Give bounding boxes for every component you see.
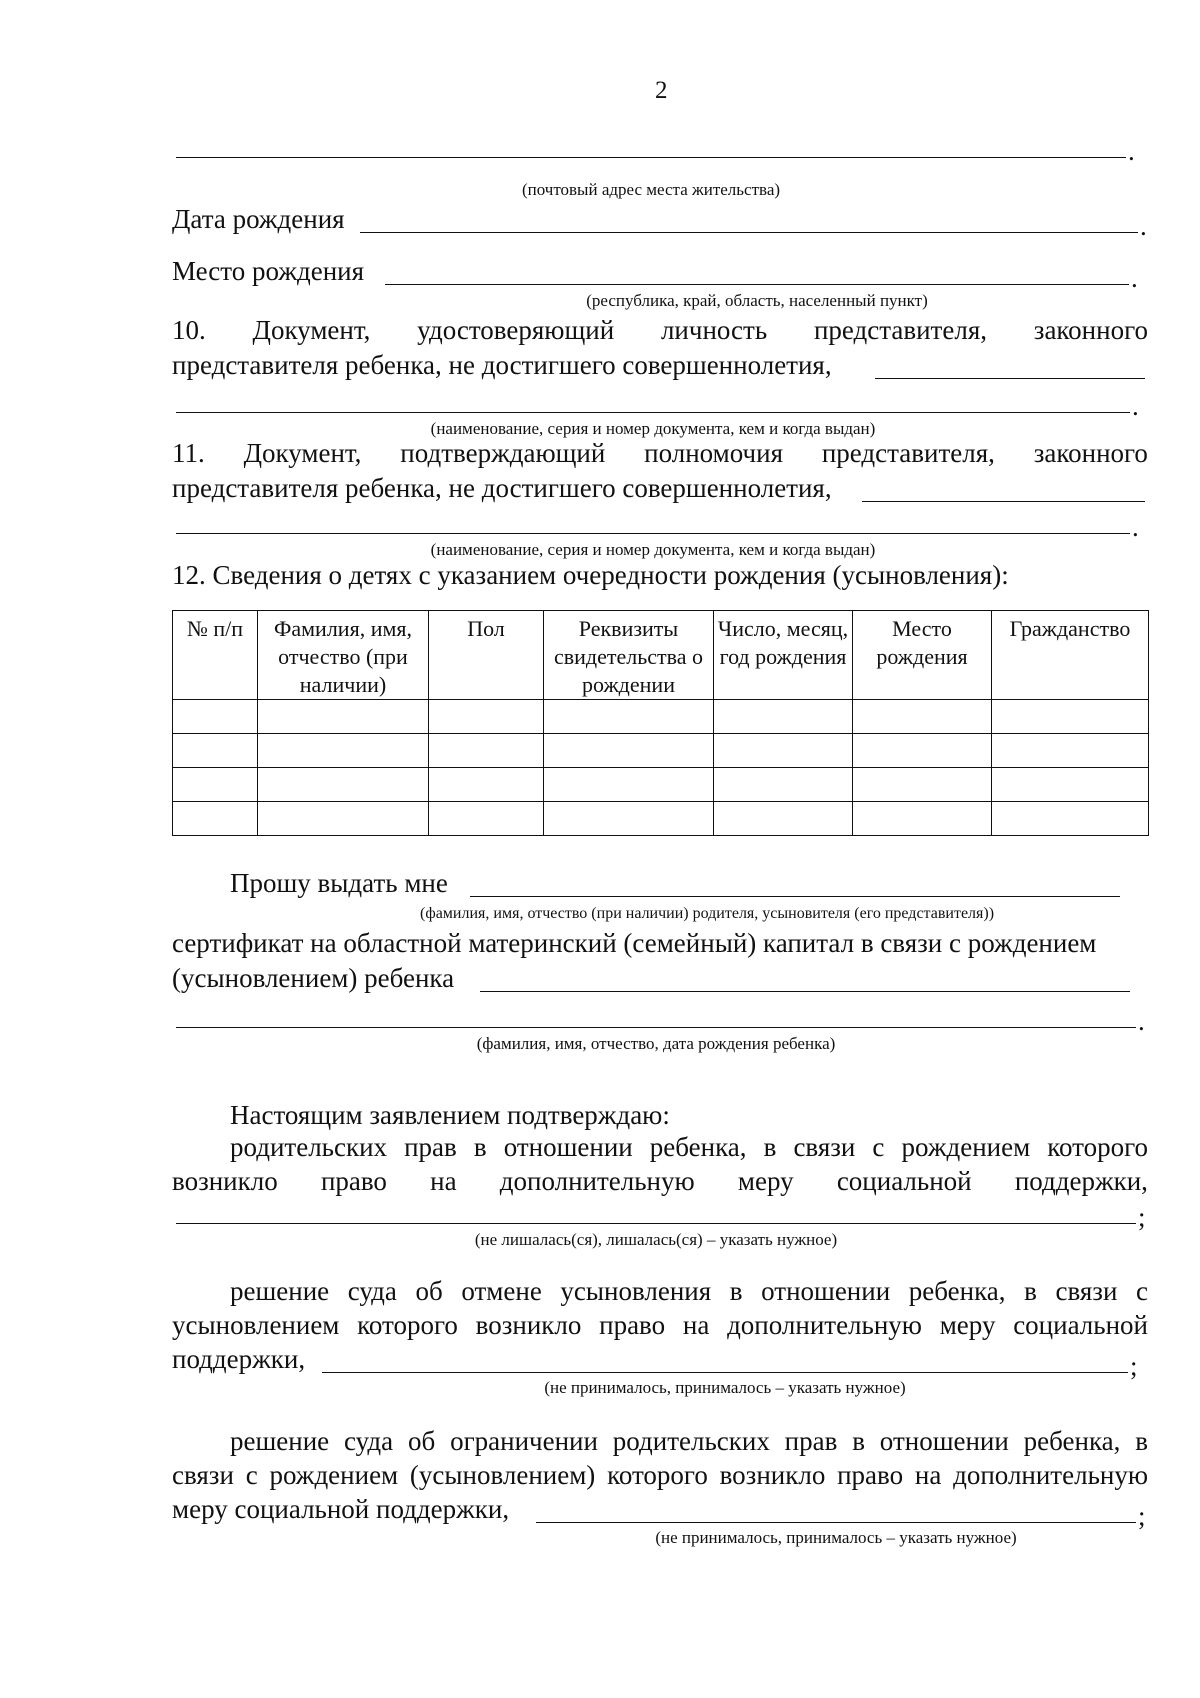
- p1-word: меру: [737, 1166, 794, 1196]
- item11-line1: [172, 436, 1148, 470]
- child-caption: (фамилия, имя, отчество, дата рождения ребенка): [476, 1034, 836, 1053]
- item10-caption: (наименование, серия и номер документа, кем и когда выдан): [430, 419, 876, 438]
- p2-field[interactable]: [322, 1372, 1128, 1373]
- p1-line1-text: родительских прав в отношении ребенка, в связи с рождением которого: [230, 1132, 1148, 1162]
- p1-word: возникло: [172, 1166, 278, 1196]
- table-cell[interactable]: [714, 700, 853, 734]
- birth-date-period: .: [1140, 211, 1147, 241]
- table-cell[interactable]: [853, 700, 992, 734]
- table-cell[interactable]: [992, 700, 1149, 734]
- request-line2: сертификат на областной материнский (семейный) капитал в связи с рождением: [172, 928, 1097, 958]
- item10-period: .: [1132, 391, 1139, 421]
- table-cell[interactable]: [173, 734, 258, 768]
- item10-line2: представителя ребенка, не достигшего совершеннолетия,: [172, 350, 832, 380]
- child-field-end[interactable]: [480, 991, 1130, 992]
- item11-word: представителя,: [821, 438, 995, 468]
- birth-place-label: Место рождения: [172, 256, 365, 286]
- p1-word: право: [320, 1166, 387, 1196]
- p3-line1-text: решение суда об ограничении родительских прав в отношении ребенка, в: [230, 1426, 1148, 1456]
- birth-place-field[interactable]: [385, 284, 1129, 285]
- column-header: Гражданство: [992, 611, 1149, 700]
- request-prefix: Прошу выдать мне: [230, 868, 448, 898]
- item11-caption: (наименование, серия и номер документа, кем и когда выдан): [430, 540, 876, 559]
- p2-line2: [172, 1308, 1148, 1342]
- table-cell[interactable]: [544, 700, 714, 734]
- column-header: Фамилия, имя, отчество (при наличии): [258, 611, 429, 700]
- birth-date-field[interactable]: [360, 232, 1138, 233]
- table-cell[interactable]: [714, 802, 853, 836]
- p1-word: поддержки,: [1014, 1166, 1148, 1196]
- table-cell[interactable]: [992, 768, 1149, 802]
- item11-word: Документ,: [243, 438, 362, 468]
- child-field[interactable]: [176, 1027, 1136, 1028]
- child-period: .: [1138, 1006, 1145, 1036]
- table-cell[interactable]: [853, 768, 992, 802]
- item10-field-end[interactable]: [875, 378, 1145, 379]
- table-cell[interactable]: [544, 734, 714, 768]
- column-header: Место рождения: [853, 611, 992, 700]
- table-cell[interactable]: [544, 802, 714, 836]
- item11-field-end[interactable]: [862, 501, 1145, 502]
- item10-word: 10.: [172, 315, 206, 345]
- item12-heading: 12. Сведения о детях с указанием очередности рождения (усыновления):: [172, 560, 1009, 590]
- p2-line2-text: усыновлением которого возникло право на дополнительную меру социальной: [172, 1310, 1148, 1340]
- table-cell[interactable]: [258, 700, 429, 734]
- item10-word: законного: [1033, 315, 1148, 345]
- table-cell[interactable]: [714, 734, 853, 768]
- table-cell[interactable]: [173, 802, 258, 836]
- p1-semicolon: ;: [1138, 1202, 1146, 1232]
- table-row: [173, 768, 1149, 802]
- table-cell[interactable]: [429, 700, 544, 734]
- table-cell[interactable]: [258, 768, 429, 802]
- table-cell[interactable]: [853, 802, 992, 836]
- birth-date-label: Дата рождения: [172, 204, 345, 234]
- table-row: [173, 802, 1149, 836]
- table-cell[interactable]: [429, 768, 544, 802]
- item11-word: 11.: [172, 438, 205, 468]
- item10-word: удостоверяющий: [417, 315, 615, 345]
- p1-line1: [230, 1130, 1148, 1164]
- column-header: Пол: [429, 611, 544, 700]
- table-cell[interactable]: [992, 802, 1149, 836]
- request-line3: (усыновлением) ребенка: [172, 963, 455, 993]
- applicant-caption: (фамилия, имя, отчество (при наличии) родителя, усыновителя (его представителя)): [420, 905, 995, 922]
- p1-word: на: [430, 1166, 457, 1196]
- p2-line3: поддержки,: [172, 1344, 306, 1374]
- table-cell[interactable]: [173, 768, 258, 802]
- table-cell[interactable]: [714, 768, 853, 802]
- p3-semicolon: ;: [1138, 1501, 1146, 1531]
- p3-line3: меру социальной поддержки,: [172, 1494, 510, 1524]
- p1-field[interactable]: [176, 1223, 1136, 1224]
- confirm-heading: Настоящим заявлением подтверждаю:: [230, 1100, 670, 1130]
- table-cell[interactable]: [429, 734, 544, 768]
- item10-word: Документ,: [252, 315, 371, 345]
- p3-line1: [230, 1424, 1148, 1458]
- item10-field[interactable]: [176, 412, 1130, 413]
- table-cell[interactable]: [992, 734, 1149, 768]
- address-caption: (почтовый адрес места жительства): [521, 180, 781, 199]
- applicant-name-field[interactable]: [470, 896, 1120, 897]
- p2-line1-text: решение суда об отмене усыновления в отношении ребенка, в связи с: [230, 1276, 1148, 1306]
- p1-word: социальной: [836, 1166, 972, 1196]
- item11-word: полномочия: [644, 438, 783, 468]
- p2-semicolon: ;: [1130, 1351, 1138, 1381]
- item10-line1: [172, 313, 1148, 347]
- table-cell[interactable]: [173, 700, 258, 734]
- item11-word: подтверждающий: [400, 438, 606, 468]
- p3-line2: [172, 1458, 1148, 1492]
- p1-line2: [172, 1164, 1148, 1198]
- table-header-row: [173, 611, 1149, 700]
- item11-field[interactable]: [176, 533, 1130, 534]
- item10-word: представителя,: [813, 315, 987, 345]
- p3-field[interactable]: [536, 1522, 1136, 1523]
- page-number: 2: [655, 77, 668, 104]
- p1-caption: (не лишалась(ся), лишалась(ся) – указать нужное): [474, 1230, 838, 1249]
- p1-word: дополнительную: [499, 1166, 695, 1196]
- p3-caption: (не принималось, принималось – указать нужное): [655, 1528, 1017, 1547]
- item11-word: законного: [1033, 438, 1148, 468]
- table-cell[interactable]: [258, 734, 429, 768]
- p3-line2-text: связи с рождением (усыновлением) которого возникло право на дополнительную: [172, 1460, 1148, 1490]
- address-field[interactable]: [176, 157, 1126, 158]
- table-cell[interactable]: [258, 802, 429, 836]
- table-cell[interactable]: [544, 768, 714, 802]
- birth-place-period: .: [1131, 263, 1138, 293]
- item10-word: личность: [660, 315, 768, 345]
- address-period: .: [1128, 136, 1135, 166]
- column-header: Число, месяц, год рождения: [714, 611, 853, 700]
- p2-line1: [230, 1274, 1148, 1308]
- item11-line2: представителя ребенка, не достигшего совершеннолетия,: [172, 473, 832, 503]
- item11-period: .: [1132, 512, 1139, 542]
- table-cell[interactable]: [853, 734, 992, 768]
- birth-place-caption: (республика, край, область, населенный пункт): [586, 291, 928, 310]
- table-cell[interactable]: [429, 802, 544, 836]
- children-table: [172, 610, 1149, 836]
- table-row: [173, 700, 1149, 734]
- column-header: Реквизиты свидетельства о рождении: [544, 611, 714, 700]
- p2-caption: (не принималось, принималось – указать нужное): [544, 1378, 906, 1397]
- table-row: [173, 734, 1149, 768]
- column-header: № п/п: [173, 611, 258, 700]
